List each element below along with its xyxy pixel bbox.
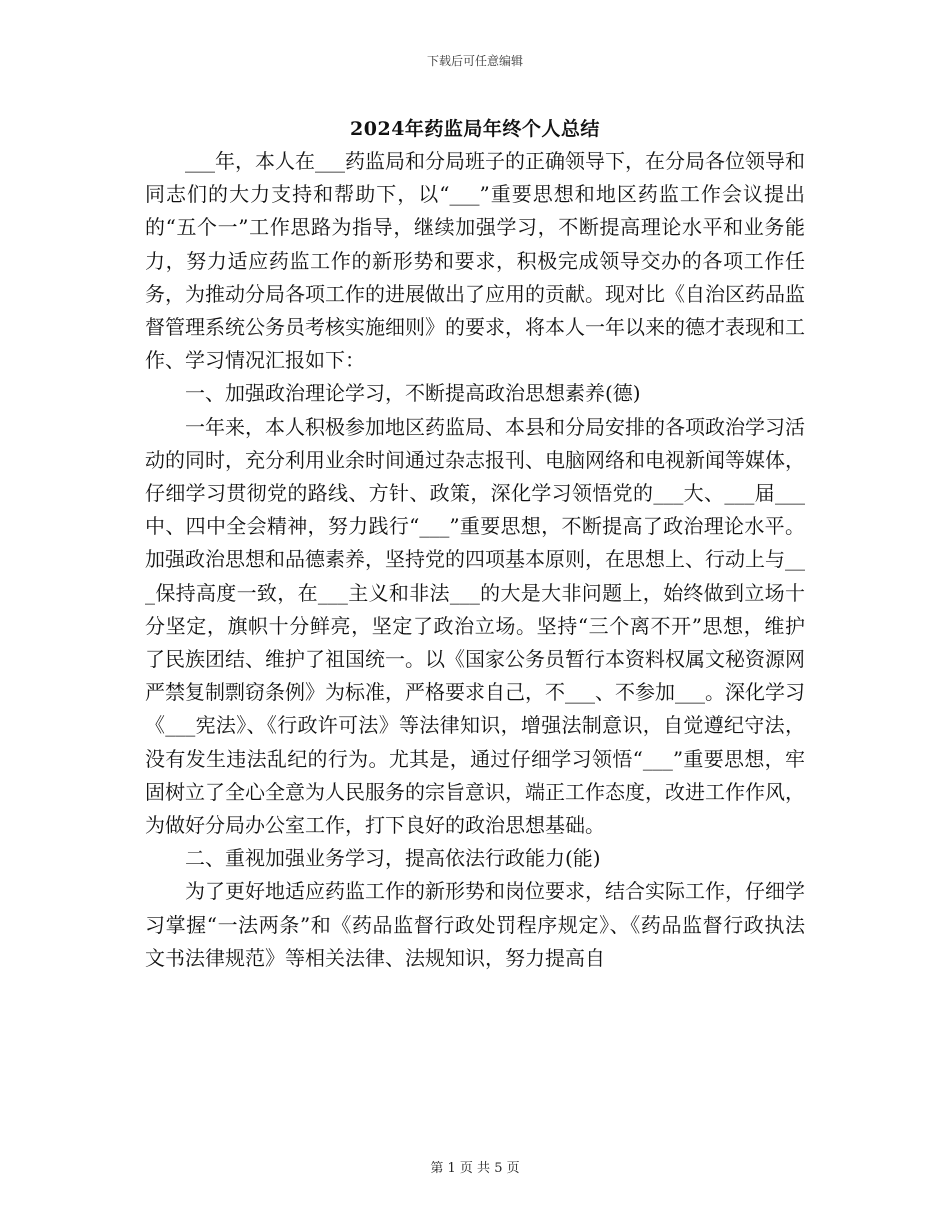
document-title: 2024年药监局年终个人总结 [350,118,600,140]
paragraph-section-2: 为了更好地适应药监工作的新形势和岗位要求，结合实际工作，仔细学习掌握“一法两条”和《药品监督行政处罚程序规定》、《药品监督行政执法文书法律规范》等相关法律、法规知识，努力提高自 [145,879,805,970]
section-heading-2: 二、重视加强业务学习，提高依法行政能力(能) [185,846,601,871]
paragraph-intro: ___年，本人在___药监局和分局班子的正确领导下，在分局各位领导和同志们的大力支持和帮助下，以“___”重要思想和地区药监工作会议提出的“五个一”工作思路为指导，继续加强学习，不断提高理论水平和业务能力，努力适应药监工作的新形势和要求，积极完成领导交办的各项工作任务，为推动分局各项工作的进展做出了应用的贡献。现对比《自治区药品监督管理系统公务员考核实施细则》的要求，将本人一年以来的德才表现和工作、学习情况汇报如下： [145,149,805,373]
paragraph-section-1: 一年来，本人积极参加地区药监局、本县和分局安排的各项政治学习活动的同时，充分利用业余时间通过杂志报刊、电脑网络和电视新闻等媒体，仔细学习贯彻党的路线、方针、政策，深化学习领悟党的___大、___届___中、四中全会精神，努力践行“___”重要思想，不断提高了政治理论水平。加强政治思想和品德素养，坚持党的四项基本原则，在思想上、行动上与___保持高度一致，在___主义和非法___的大是大非问题上，始终做到立场十分坚定，旗帜十分鲜亮，坚定了政治立场。坚持“三个离不开”思想，维护了民族团结、维护了祖国统一。以《国家公务员暂行本资料权属文秘资源网严禁复制剽窃条例》为标准，严格要求自己，不___、不参加___。深化学习《___宪法》、《行政许可法》等法律知识，增强法制意识，自觉遵纪守法，没有发生违法乱纪的行为。尤其是，通过仔细学习领悟“___”重要思想，牢固树立了全心全意为人民服务的宗旨意识，端正工作态度，改进工作作风，为做好分局办公室工作，打下良好的政治思想基础。 [145,414,805,838]
page-header-note: 下载后可任意编辑 [426,54,523,68]
page-footer-number: 第 1 页 共 5 页 [430,1161,520,1176]
section-heading-1: 一、加强政治理论学习，不断提高政治思想素养(德) [185,381,641,406]
document-body [145,145,805,975]
